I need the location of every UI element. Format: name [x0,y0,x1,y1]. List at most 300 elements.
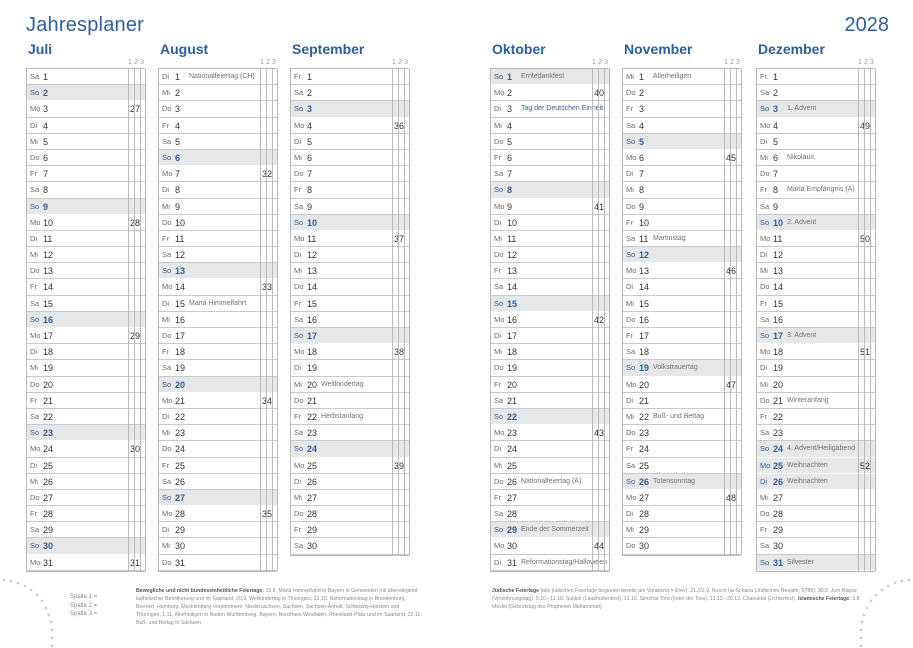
weekday: So [494,298,504,308]
weekday: Mo [626,492,637,502]
weekday: Do [760,509,770,519]
column-numbers [490,58,609,68]
weekday: Fr [760,525,768,535]
weekday: Di [494,104,502,114]
weekday: Fr [30,395,38,405]
day-number: 31 [773,557,784,568]
weekday: Di [162,411,170,421]
weekday: Mi [760,266,768,276]
weekday: So [30,201,40,211]
weekday: Di [294,250,302,260]
weekday: Fr [626,444,634,454]
footnote-right-label-jewish: Jüdische Feiertage [492,588,539,594]
day-number: 28 [307,509,318,520]
column-number: 2 [398,59,402,66]
day-number: 15 [773,298,784,309]
day-number: 9 [773,201,779,212]
day-number: 27 [175,492,186,503]
day-number: 13 [175,266,186,277]
day-number: 14 [507,282,518,293]
day-number: 14 [773,282,784,293]
note-column-3[interactable] [272,69,278,571]
weekday: Sa [760,314,770,324]
day-number: 1 [639,72,645,82]
day-number: 2 [43,88,49,99]
weekday: Di [294,363,302,373]
holiday-name: Allerheiligen [653,73,692,80]
weekday: Di [760,363,768,373]
weekday: Mi [162,314,170,324]
holiday-name: Ende der Sommerzeit [521,526,589,534]
footnote-right-text-islamic: 3.8. Mevlid (Geburtstag des Propheten Muhammad). [492,596,861,610]
holiday-name: Silvester [787,558,814,566]
day-number: 14 [307,282,318,293]
day-number: 28 [507,509,518,520]
day-number: 10 [639,217,650,228]
day-number: 2 [773,88,779,99]
column-numbers [290,58,409,68]
day-number: 13 [507,266,518,277]
day-number: 29 [307,525,318,536]
column-number: 2 [266,59,270,66]
day-number: 15 [175,298,186,309]
weekday: So [30,428,40,438]
day-number: 6 [307,152,313,163]
week-number: 48 [725,492,736,503]
day-list [622,68,741,556]
day-number: 19 [507,363,518,374]
day-number: 5 [773,136,779,147]
weekday: Sa [30,525,40,535]
week-number: 28 [129,217,140,228]
day-number: 12 [507,250,518,261]
weekday: Do [162,557,172,567]
day-number: 13 [773,266,784,277]
day-number: 14 [639,282,650,293]
weekday: So [294,104,304,114]
weekday: Mi [30,136,38,146]
weekday: Sa [494,169,504,179]
weekday: Mi [760,379,768,389]
column-number: 3 [404,59,408,66]
day-number: 7 [639,169,645,180]
weekday: Do [760,169,770,179]
weekday: Do [294,509,304,519]
day-number: 26 [175,476,186,487]
weekday: Mo [294,233,305,243]
weekday: So [162,492,172,502]
day-number: 13 [639,266,650,277]
day-number: 3 [43,104,49,115]
day-number: 13 [307,266,318,277]
day-number: 23 [507,428,518,439]
weekday: So [162,379,172,389]
day-number: 2 [639,88,645,99]
weekday: Mo [30,104,41,114]
day-number: 3 [773,104,779,115]
legend-line: Spalte 3 = [70,611,98,617]
weekday: Fr [294,185,302,195]
day-number: 8 [639,185,645,196]
day-number: 28 [773,509,784,520]
holiday-name: 1. Advent [787,105,817,113]
weekday: Sa [294,428,304,438]
day-number: 16 [175,314,186,325]
day-number: 21 [307,395,318,406]
day-number: 30 [307,541,318,552]
weekday: Mo [626,379,637,389]
day-list [756,68,875,572]
day-number: 29 [507,525,518,536]
day-number: 6 [507,152,513,163]
weekday: Mi [760,492,768,502]
weekday: Di [30,347,38,357]
column-numbers [158,58,277,68]
weekday: Di [162,72,170,81]
weekday: Sa [626,460,636,470]
weekday: Di [30,460,38,470]
note-column-3[interactable] [404,69,410,555]
weekday: Mo [30,217,41,227]
day-number: 26 [307,476,318,487]
weekday: Mi [162,428,170,438]
footnote-right-label-islamic: Islamische Feiertage: [797,596,851,602]
day-number: 14 [43,282,54,293]
weekday: Fr [162,460,170,470]
weekday: Mo [294,120,305,130]
holiday-name: Reformationstag/Halloween [521,558,607,566]
weekday: Do [626,201,636,211]
weekday: Mo [626,152,637,162]
weekday: Sa [626,120,636,130]
day-number: 3 [639,104,645,115]
holiday-name: Nationalfeiertag (CH) [189,73,255,80]
day-number: 17 [43,331,54,341]
holiday-name: 3. Advent [787,332,817,339]
weekday: Mo [30,331,41,340]
weekday: Sa [162,476,172,486]
weekday: Sa [760,541,770,551]
day-number: 17 [639,331,650,341]
week-number: 49 [859,120,870,131]
legend-line: Spalte 2 = [70,602,98,609]
weekday: Do [626,428,636,438]
holiday-name: Buß- und Bettag [653,412,704,420]
week-number: 39 [393,460,404,471]
weekday: So [294,331,304,340]
holiday-name: Tag der Deutschen Einheit [521,105,604,113]
day-number: 23 [175,428,186,439]
day-number: 5 [507,136,513,147]
weekday: Sa [162,363,172,373]
month-title: November [624,41,693,57]
day-number: 22 [773,411,784,422]
week-number: 50 [859,233,870,244]
day-number: 18 [43,347,54,358]
column-number: 2 [730,59,734,66]
legend-line: Spalte 1 = [70,594,98,600]
week-number: 32 [261,169,272,180]
weekday: Di [760,136,768,146]
day-number: 30 [639,541,650,552]
weekday: Mo [30,444,41,454]
day-number: 5 [639,136,645,147]
weekday: Do [294,169,304,179]
day-number: 20 [639,379,650,390]
weekday: Mi [626,298,634,308]
day-number: 8 [507,185,513,196]
weekday: Do [626,314,636,324]
day-number: 23 [307,428,318,439]
week-number: 33 [261,282,272,293]
weekday: Do [30,379,40,389]
day-number: 15 [43,298,54,309]
day-number: 25 [507,460,518,471]
column-number: 3 [870,59,874,66]
weekday: Mi [294,152,302,162]
day-number: 19 [307,363,318,374]
note-column-3[interactable] [604,69,610,571]
weekday: So [30,88,40,98]
holiday-name: Erntedankfest [521,73,565,80]
day-number: 6 [175,152,181,163]
weekday: Mi [30,363,38,373]
day-number: 25 [773,460,784,471]
week-number: 35 [261,509,272,520]
day-number: 18 [175,347,186,358]
day-number: 7 [175,169,181,180]
day-number: 30 [507,541,518,552]
day-number: 26 [507,476,518,487]
weekday: Mi [760,152,768,162]
note-column-3[interactable] [870,69,876,571]
day-number: 28 [175,509,186,520]
holiday-name: Mariä Himmelfahrt [189,299,247,307]
day-number: 21 [639,395,650,406]
weekday: So [626,250,636,260]
day-number: 20 [307,379,318,390]
day-number: 31 [507,557,518,568]
day-number: 10 [507,217,518,228]
day-number: 11 [639,233,649,244]
day-number: 20 [773,379,784,390]
day-number: 24 [773,444,784,455]
month-title: August [160,41,209,57]
weekday: Do [494,136,504,146]
weekday: Fr [626,217,634,227]
day-number: 9 [307,201,313,212]
day-number: 3 [307,104,313,115]
weekday: Fr [760,411,768,421]
weekday: Mi [626,72,634,81]
week-number: 51 [859,347,870,358]
week-number: 31 [129,557,140,568]
column-number: 1 [724,59,728,66]
day-number: 21 [507,395,518,406]
week-number: 52 [859,460,870,471]
weekday: Do [760,282,770,292]
weekday: Do [162,444,172,454]
footnote-left-text: 15.8. Mariä Himmelfahrt in Bayern in Gemeinden mit überwiegend katholischer Bevölkerung und im Saarland, 20.9. Weltkindertag in Thüringen, 31.10. Reformationstag in Brandenburg, Bremen, Hamburg, Mecklenburg-Vorpommern, Niedersachsen, Sachsen, Sachsen-Anhalt, Schleswig-Holstein und Thüringen, 1.11. Allerheiligen in Baden-Württemberg, Bayern, Nordrhein-Westfalen, Rheinland-Pfalz und im Saarland, 22.11. Buß- und Bettag in Sachsen. [136,588,422,626]
weekday: Do [162,331,172,340]
weekday: Fr [626,331,634,340]
day-number: 16 [507,314,518,325]
column-number: 1 [128,59,132,66]
day-number: 6 [773,152,779,163]
weekday: Di [162,525,170,535]
day-number: 22 [639,411,650,422]
column-number: 3 [736,59,740,66]
weekday: So [294,217,304,227]
weekday: Mi [30,250,38,260]
week-number: 30 [129,444,140,455]
weekday: Sa [294,314,304,324]
day-number: 4 [773,120,779,131]
day-number: 7 [43,169,49,180]
day-number: 27 [307,492,318,503]
weekday: Do [494,476,504,486]
weekday: Mo [760,120,771,130]
weekday: Do [294,395,304,405]
weekday: Mi [294,492,302,502]
weekday: Sa [294,88,304,98]
week-number: 42 [593,314,604,325]
day-number: 24 [507,444,518,455]
weekday: Mi [162,541,170,551]
weekday: Fr [294,525,302,535]
day-number: 8 [773,185,779,196]
holiday-name: Nikolaus [787,153,814,161]
week-number: 47 [725,379,736,390]
day-number: 30 [43,541,54,552]
day-number: 26 [43,476,54,487]
day-number: 11 [773,233,783,244]
day-number: 21 [175,395,186,406]
day-number: 2 [175,88,181,99]
weekday: Fr [494,492,502,502]
weekday: Di [494,217,502,227]
weekday: Sa [294,201,304,211]
holiday-name: Winteranfang [787,396,829,404]
weekday: Mi [494,120,502,130]
weekday: Fr [162,120,170,130]
column-number: 3 [140,59,144,66]
weekday: Mi [30,476,38,486]
weekday: Sa [30,72,40,81]
note-column-3[interactable] [736,69,742,555]
day-number: 24 [639,444,650,455]
weekday: Di [760,476,768,486]
weekday: So [294,444,304,454]
weekday: Di [494,331,502,340]
column-number: 3 [604,59,608,66]
weekday: Fr [294,298,302,308]
weekday: Mo [760,233,771,243]
day-number: 18 [307,347,318,358]
day-number: 24 [307,444,318,455]
month-august [158,40,277,572]
column-number: 1 [260,59,264,66]
holiday-name: Herbstanfang [321,412,364,420]
weekday: Sa [30,298,40,308]
week-number: 29 [129,331,140,341]
holiday-name: Nationalfeiertag (A) [521,477,582,485]
weekday: So [760,557,770,567]
weekday: Fr [30,282,38,292]
day-list [158,68,277,572]
weekday: Fr [494,266,502,276]
day-number: 9 [507,201,513,212]
weekday: Fr [494,379,502,389]
footnote-right [492,587,862,611]
day-number: 16 [307,314,318,325]
day-number: 16 [43,314,54,325]
footnote-right-text-jewish: (alle jüdischen Feiertage beginnen bereits am Vorabend = Erev): 21./22.9. Rosch ha-Schana (Jüdisches Neujahr, 5789), 30.9. Jom Kippur (Versöhnungstag), 5.10.–11.10. Sukkot (Laubhüttenfest), 13.10. Simchat Tora (Feier der Tora), 13.12.–20.12. Chanukka (Lichterfest). [492,588,857,602]
day-number: 7 [307,169,313,180]
week-number: 34 [261,395,272,406]
day-number: 25 [307,460,318,471]
weekday: So [494,411,504,421]
day-number: 29 [773,525,784,536]
day-number: 13 [43,266,54,277]
day-number: 8 [175,185,181,196]
day-number: 12 [773,250,784,261]
day-number: 12 [43,250,54,261]
day-number: 27 [43,492,54,503]
week-number: 45 [725,152,736,163]
day-number: 18 [639,347,650,358]
day-number: 19 [639,363,650,374]
day-number: 28 [639,509,650,520]
weekday: So [626,363,636,373]
day-number: 29 [43,525,54,536]
weekday: Mo [30,557,41,567]
column-number: 1 [858,59,862,66]
weekday: Sa [760,428,770,438]
holiday-name: 2. Advent [787,218,817,226]
day-number: 20 [43,379,54,390]
weekday: Mi [162,201,170,211]
day-number: 7 [773,169,779,180]
weekday: Di [494,557,502,567]
weekday: So [760,217,770,227]
weekday: Mi [626,411,634,421]
weekday: Di [760,250,768,260]
day-number: 5 [307,136,313,147]
weekday: So [494,72,504,81]
weekday: Sa [162,250,172,260]
column-legend [70,593,97,619]
day-number: 12 [175,250,186,261]
weekday: Di [162,298,170,308]
month-september [290,40,409,556]
day-number: 17 [175,331,186,341]
week-number: 41 [593,201,604,212]
weekday: Mo [162,169,173,179]
weekday: Di [626,509,634,519]
month-title: Dezember [758,41,825,57]
day-number: 28 [43,509,54,520]
note-column-3[interactable] [140,69,146,571]
week-number: 46 [725,266,736,277]
day-number: 20 [175,379,186,390]
day-number: 18 [773,347,784,358]
day-number: 10 [773,217,784,228]
weekday: Mo [294,347,305,357]
day-list [290,68,409,556]
week-number: 43 [593,428,604,439]
day-number: 2 [507,88,513,99]
